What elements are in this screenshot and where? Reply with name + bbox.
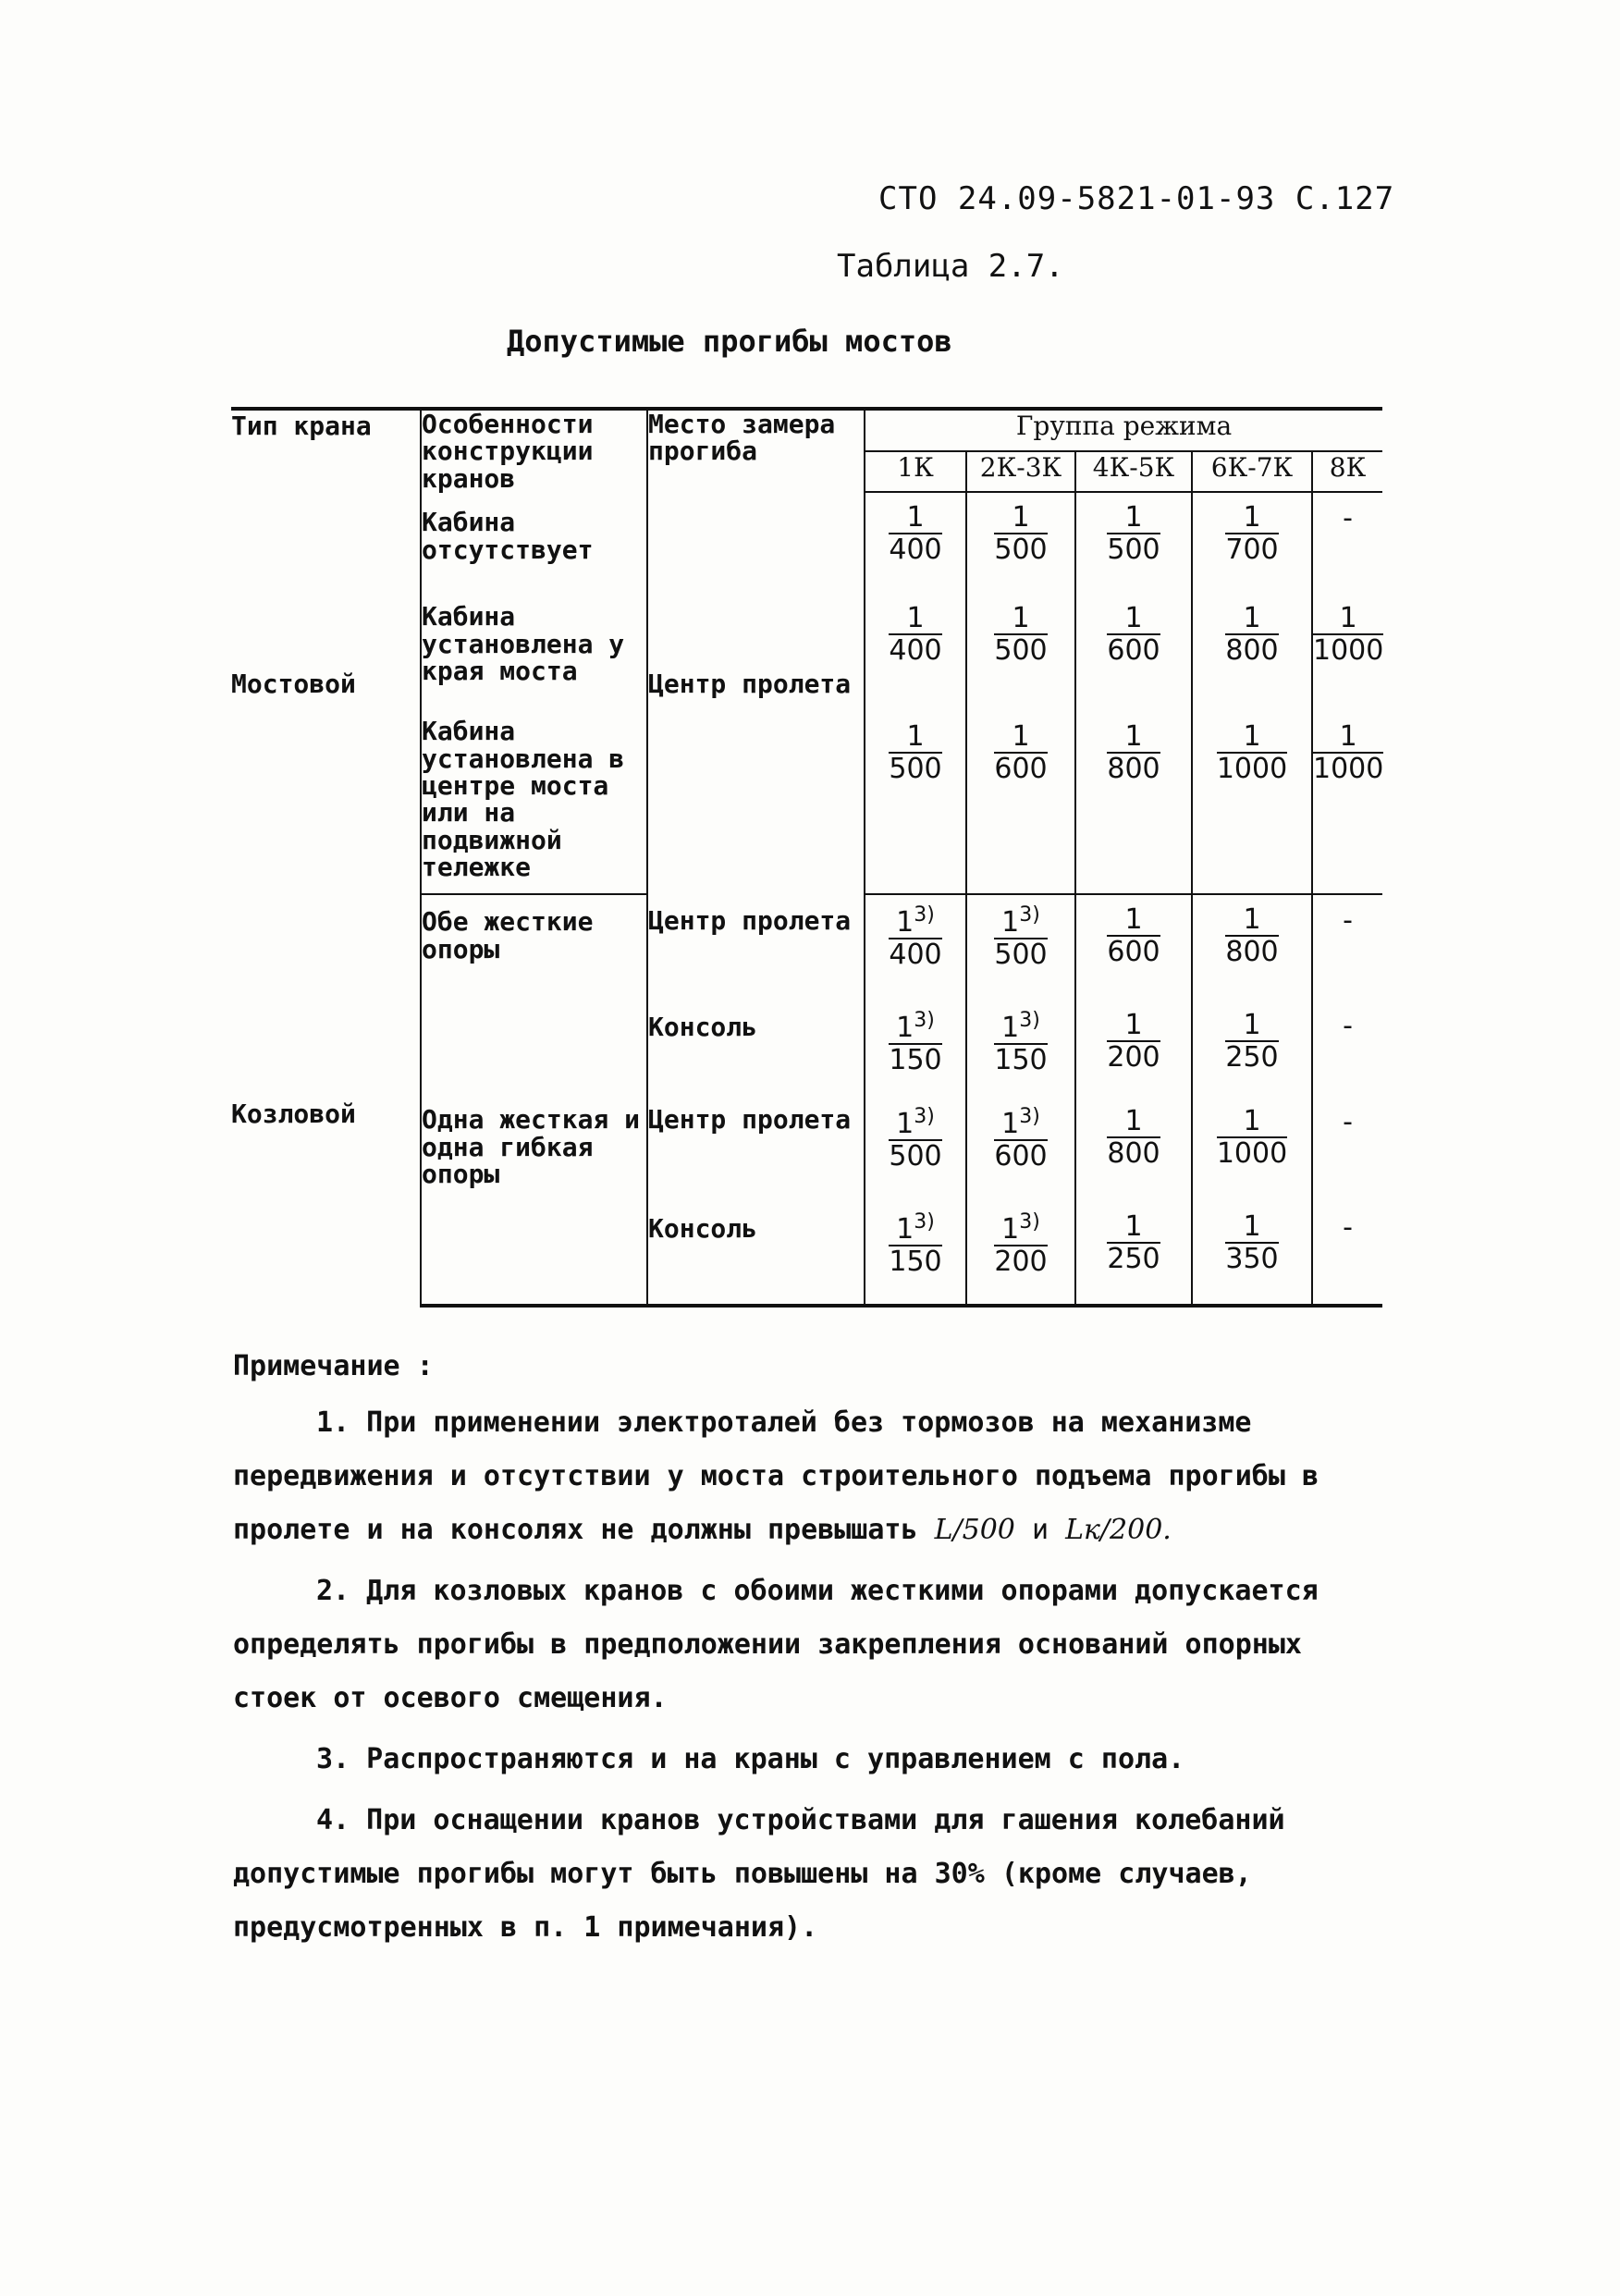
deflection-fraction: [889, 721, 941, 786]
fraction-numerator: 1: [889, 502, 941, 534]
deflection-fraction: [889, 1106, 941, 1173]
fraction-numerator: 1: [1313, 721, 1383, 754]
note-4: 4. При оснащении кранов устройствами для гашения колебаний допустимые прогибы могут быть повышены на 30% (кроме случаев, предусмотренных в п. 1 примечания).: [233, 1804, 1285, 1944]
deflection-fraction: [889, 1010, 941, 1077]
value-cell: [1192, 492, 1312, 594]
fraction-denominator: 500: [889, 753, 942, 786]
fraction-denominator: 800: [1225, 634, 1279, 668]
deflection-fraction: [994, 1010, 1047, 1077]
deflection-fraction: [994, 721, 1047, 786]
header-group-1k: 1К: [865, 451, 966, 492]
deflection-fraction: [889, 1211, 941, 1279]
table-number: Таблица 2.7.: [837, 248, 1064, 285]
fraction-numerator: 1$^{3)}$: [994, 1106, 1047, 1141]
fraction-numerator: 1$^{3)}$: [994, 904, 1047, 939]
header-group-4k-5k: 4К-5К: [1075, 451, 1192, 492]
fraction-numerator: 1: [1107, 603, 1160, 635]
deflection-fraction: [1107, 721, 1160, 786]
deflection-fraction: [994, 502, 1047, 567]
footnote-mark: 3): [1019, 903, 1040, 927]
fraction-numerator: 1: [994, 721, 1047, 754]
fraction-numerator: 1: [1313, 603, 1383, 635]
footnote-mark: 3): [1019, 1009, 1040, 1033]
value-cell: [1312, 1097, 1382, 1202]
deflection-fraction: [1313, 721, 1383, 786]
value-cell: [1192, 1097, 1312, 1202]
fraction-numerator: 1: [994, 603, 1047, 635]
measure-place-cell: Консоль: [647, 1202, 865, 1306]
empty-value-dash: -: [1343, 1106, 1353, 1139]
footnote-mark: 3): [1019, 1105, 1040, 1129]
fraction-numerator: 1: [1225, 603, 1278, 635]
deflection-fraction: [1107, 1211, 1160, 1276]
value-cell: [865, 1097, 966, 1202]
footnote-mark: 3): [914, 1009, 935, 1033]
header-crane-type: Тип крана: [231, 409, 421, 492]
fraction-denominator: 500: [889, 1140, 942, 1173]
fraction-numerator: 1: [1217, 1106, 1287, 1138]
value-cell: [865, 594, 966, 712]
empty-value-dash: -: [1343, 1211, 1353, 1245]
fraction-numerator: 1: [1225, 1211, 1278, 1244]
fraction-denominator: 600: [1107, 634, 1160, 668]
feature-cell: [421, 1001, 647, 1097]
value-cell: [865, 894, 966, 1001]
value-cell: [1312, 1001, 1382, 1097]
deflection-fraction: [1107, 1106, 1160, 1171]
value-cell: [1075, 1097, 1192, 1202]
feature-cell: Кабина отсутствует: [421, 492, 647, 594]
deflection-fraction: [1225, 1010, 1278, 1074]
table-row: [231, 492, 1382, 594]
value-cell: [1192, 594, 1312, 712]
fraction-denominator: 1000: [1313, 634, 1384, 668]
note-3: 3. Распространяются и на краны с управлением с пола.: [316, 1743, 1185, 1775]
deflection-fraction: [1225, 904, 1278, 969]
fraction-numerator: 1$^{3)}$: [889, 1010, 941, 1045]
measure-place-cell: Центр пролета: [647, 894, 865, 1001]
deflection-fraction: [994, 1211, 1047, 1279]
fraction-denominator: 250: [1107, 1243, 1160, 1276]
fraction-denominator: 250: [1225, 1041, 1279, 1074]
table-row: [231, 894, 1382, 1001]
value-cell: [865, 712, 966, 894]
footnote-mark: 3): [1019, 1210, 1040, 1234]
document-code: СТО 24.09-5821-01-93 С.127: [878, 180, 1395, 217]
empty-value-dash: -: [1343, 1010, 1353, 1043]
note-1-text: 1. При применении электроталей без тормозов на механизме передвижения и отсутствии у моста строительного подъема прогибы в пролете и на консолях не должны превышать: [233, 1406, 1319, 1546]
measure-place-cell: Центр пролета: [647, 1097, 865, 1202]
fraction-denominator: 800: [1225, 936, 1279, 969]
fraction-numerator: 1: [889, 721, 941, 754]
crane-type-bridge: Мостовой: [231, 669, 356, 700]
fraction-denominator: 500: [1107, 534, 1160, 567]
value-cell: [1192, 712, 1312, 894]
value-cell: [1075, 594, 1192, 712]
fraction-numerator: 1: [994, 502, 1047, 534]
footnote-mark: 3): [914, 1210, 935, 1234]
fraction-denominator: 800: [1107, 1137, 1160, 1171]
header-mode-group: Группа режима: [865, 409, 1382, 451]
header-measure-place: Место замера прогиба: [647, 409, 865, 492]
note-1-formula-console: Lк/200.: [1065, 1514, 1172, 1546]
fraction-denominator: 600: [994, 1140, 1048, 1173]
note-1-and: и: [1031, 1514, 1049, 1546]
value-cell: [1075, 1202, 1192, 1306]
fraction-denominator: 500: [994, 634, 1048, 668]
deflection-fraction: [1225, 1211, 1278, 1276]
fraction-denominator: 700: [1225, 534, 1279, 567]
value-cell: [1192, 894, 1312, 1001]
measure-place-bridge: Центр пролета: [648, 668, 852, 699]
fraction-denominator: 1000: [1216, 1137, 1288, 1171]
note-1: [233, 1396, 1370, 1557]
value-cell: [865, 492, 966, 594]
deflection-fraction: [1107, 603, 1160, 668]
deflection-fraction: [1217, 1106, 1287, 1171]
value-cell: [865, 1001, 966, 1097]
value-cell: [1075, 1001, 1192, 1097]
value-cell: [1075, 712, 1192, 894]
value-cell: [1312, 594, 1382, 712]
note-1-formula-span: L/500: [934, 1514, 1015, 1546]
deflection-fraction: [1217, 721, 1287, 786]
value-cell: [966, 1001, 1075, 1097]
feature-cell: Кабина установлена у края моста: [421, 594, 647, 712]
fraction-numerator: 1$^{3)}$: [889, 1106, 941, 1141]
crane-type-gantry: Козловой: [231, 1099, 356, 1130]
fraction-denominator: 500: [994, 534, 1048, 567]
header-group-6k-7k: 6К-7К: [1192, 451, 1312, 492]
deflection-fraction: [1107, 502, 1160, 567]
deflections-table-wrap: [231, 407, 1382, 1308]
fraction-numerator: 1: [1217, 721, 1287, 754]
empty-value-dash: -: [1343, 502, 1353, 535]
value-cell: [865, 1202, 966, 1306]
deflection-fraction: [889, 502, 941, 567]
deflection-fraction: [1107, 1010, 1160, 1074]
notes-block: [233, 1396, 1370, 1962]
deflection-fraction: [889, 904, 941, 972]
value-cell: [966, 894, 1075, 1001]
footnote-mark: 3): [914, 903, 935, 927]
fraction-denominator: 800: [1107, 753, 1160, 786]
fraction-denominator: 350: [1225, 1243, 1279, 1276]
fraction-numerator: 1$^{3)}$: [994, 1010, 1047, 1045]
fraction-numerator: 1: [1107, 904, 1160, 937]
fraction-denominator: 400: [889, 534, 942, 567]
fraction-denominator: 600: [1107, 936, 1160, 969]
fraction-denominator: 1000: [1313, 753, 1384, 786]
fraction-denominator: 150: [889, 1246, 942, 1279]
value-cell: [1192, 1001, 1312, 1097]
fraction-numerator: 1$^{3)}$: [889, 904, 941, 939]
footnote-mark: 3): [914, 1105, 935, 1129]
fraction-numerator: 1$^{3)}$: [889, 1211, 941, 1246]
deflection-fraction: [1107, 904, 1160, 969]
fraction-numerator: 1: [1107, 721, 1160, 754]
value-cell: [1075, 894, 1192, 1001]
deflections-table: [231, 407, 1382, 1308]
feature-cell: Обе жесткие опоры: [421, 894, 647, 1001]
fraction-denominator: 200: [994, 1246, 1048, 1279]
fraction-numerator: 1: [1225, 1010, 1278, 1042]
table-body: [231, 492, 1382, 1306]
value-cell: [966, 594, 1075, 712]
feature-cell: [421, 1202, 647, 1306]
deflection-fraction: [994, 904, 1047, 972]
deflection-fraction: [1225, 502, 1278, 567]
fraction-numerator: 1: [1107, 1106, 1160, 1138]
value-cell: [1192, 1202, 1312, 1306]
fraction-denominator: 500: [994, 939, 1048, 972]
fraction-numerator: 1: [1107, 1010, 1160, 1042]
value-cell: [966, 492, 1075, 594]
fraction-numerator: 1: [1225, 502, 1278, 534]
deflection-fraction: [1225, 603, 1278, 668]
deflection-fraction: [1313, 603, 1383, 668]
value-cell: [1312, 1202, 1382, 1306]
fraction-denominator: 1000: [1216, 753, 1288, 786]
value-cell: [1312, 492, 1382, 594]
note-2: 2. Для козловых кранов с обоими жесткими опорами допускается определять прогибы в предположении закрепления оснований опорных стоек от осевого смещения.: [233, 1575, 1319, 1714]
empty-value-dash: -: [1343, 904, 1353, 938]
deflection-fraction: [889, 603, 941, 668]
value-cell: [1075, 492, 1192, 594]
measure-place-cell: Консоль: [647, 1001, 865, 1097]
value-cell: [966, 712, 1075, 894]
fraction-denominator: 400: [889, 634, 942, 668]
value-cell: [1312, 712, 1382, 894]
deflection-fraction: [994, 603, 1047, 668]
value-cell: [966, 1097, 1075, 1202]
fraction-denominator: 400: [889, 939, 942, 972]
deflection-fraction: [994, 1106, 1047, 1173]
feature-cell: Кабина установлена в центре моста или на подвижной тележке: [421, 712, 647, 894]
header-group-8k: 8К: [1312, 451, 1382, 492]
fraction-denominator: 200: [1107, 1041, 1160, 1074]
table-title: Допустимые прогибы мостов: [507, 324, 952, 359]
value-cell: [966, 1202, 1075, 1306]
fraction-denominator: 150: [889, 1044, 942, 1077]
value-cell: [1312, 894, 1382, 1001]
feature-cell: Одна жесткая и одна гибкая опоры: [421, 1097, 647, 1202]
header-features: Особенности конструкции кранов: [421, 409, 647, 492]
notes-heading: Примечание :: [233, 1350, 434, 1382]
header-group-2k-3k: 2К-3К: [966, 451, 1075, 492]
fraction-numerator: 1$^{3)}$: [994, 1211, 1047, 1246]
fraction-numerator: 1: [1107, 502, 1160, 534]
fraction-numerator: 1: [1107, 1211, 1160, 1244]
fraction-denominator: 600: [994, 753, 1048, 786]
fraction-numerator: 1: [889, 603, 941, 635]
fraction-numerator: 1: [1225, 904, 1278, 937]
fraction-denominator: 150: [994, 1044, 1048, 1077]
